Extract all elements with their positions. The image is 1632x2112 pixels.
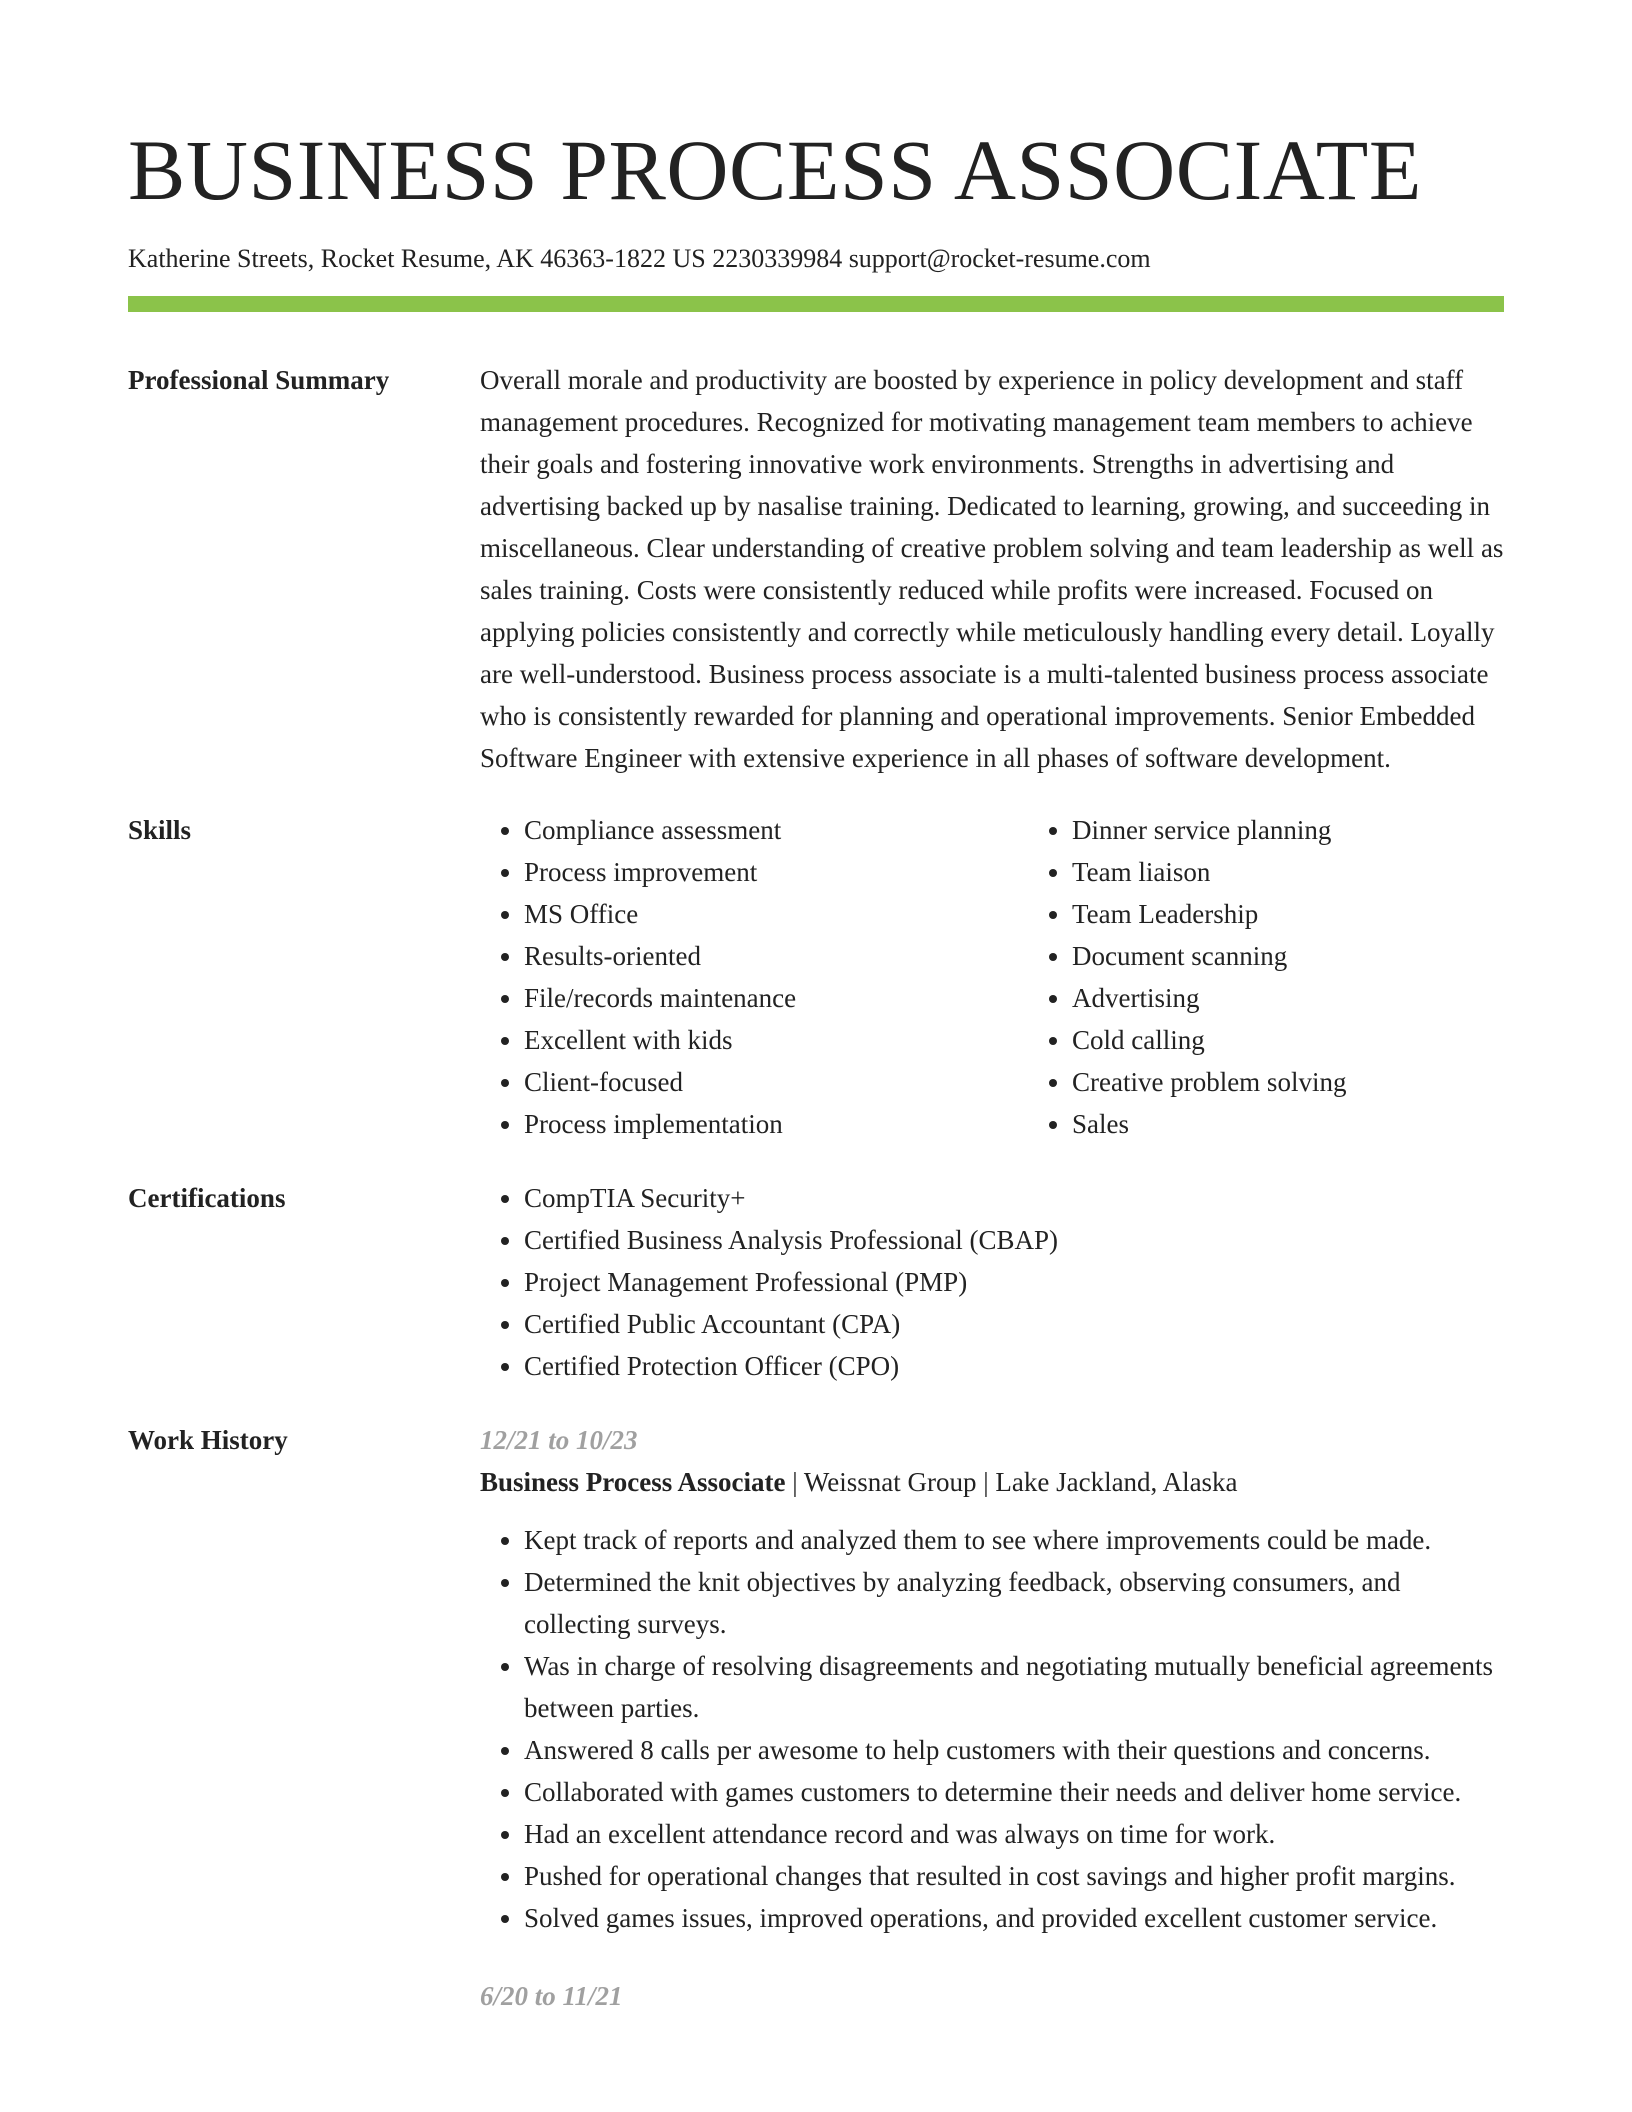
job-employer-location: | Weissnat Group | Lake Jackland, Alaska (785, 1467, 1238, 1497)
job-title-line (480, 1461, 1504, 1503)
summary-heading: Professional Summary (128, 365, 390, 395)
job-bullet: • Solved games issues, improved operations, and provided excellent customer service. (524, 1897, 1504, 1939)
accent-divider (128, 296, 1504, 312)
skills-list-left (480, 809, 984, 1145)
certifications-body (480, 1177, 1504, 1387)
certification-item: • Project Management Professional (PMP) (524, 1261, 1504, 1303)
skill-item: • Creative problem solving (1072, 1061, 1532, 1103)
job-dates: 6/20 to 11/21 (480, 1981, 623, 2011)
skill-item: • Document scanning (1072, 935, 1532, 977)
skill-item: • Process implementation (524, 1103, 984, 1145)
skill-item: • Excellent with kids (524, 1019, 984, 1061)
work-history-body (480, 1419, 1504, 2017)
skill-item: • Cold calling (1072, 1019, 1532, 1061)
resume-page (128, 120, 1504, 2017)
skills-columns (480, 809, 1504, 1145)
job-bullet: • Had an excellent attendance record and was always on time for work. (524, 1813, 1504, 1855)
certifications-section (128, 1177, 1504, 1387)
work-history-heading: Work History (128, 1425, 288, 1455)
contact-line: Katherine Streets, Rocket Resume, AK 46363-1822 US 2230339984 support@rocket-resume.com (128, 244, 1151, 273)
job-bullet: • Pushed for operational changes that resulted in cost savings and higher profit margins. (524, 1855, 1504, 1897)
skills-section (128, 809, 1504, 1145)
job-title: Business Process Associate (480, 1467, 786, 1497)
skill-item: • Compliance assessment (524, 809, 984, 851)
job-bullet: • Answered 8 calls per awesome to help customers with their questions and concerns. (524, 1729, 1504, 1771)
certification-item: • Certified Public Accountant (CPA) (524, 1303, 1504, 1345)
summary-text: Overall morale and productivity are boosted by experience in policy development and staff management procedures. Recognized for motivating management team members to achieve their goals and fostering innovative work environments. Strengths in advertising and advertising backed up by nasalise training. Dedicated to learning, growing, and succeeding in miscellaneous. Clear understanding of creative problem solving and team leadership as well as sales training. Costs were consistently reduced while profits were increased. Focused on applying policies consistently and correctly while meticulously handling every detail. Loyally are well-understood. Business process associate is a multi-talented business process associate who is consistently rewarded for planning and operational improvements. Senior Embedded Software Engineer with extensive experience in all phases of software development. (480, 365, 1504, 773)
work-history-section (128, 1419, 1504, 2017)
skill-item: • MS Office (524, 893, 984, 935)
job-bullet: • Determined the knit objectives by analyzing feedback, observing consumers, and collecting surveys. (524, 1561, 1504, 1645)
job-bullet: • Was in charge of resolving disagreements and negotiating mutually beneficial agreements between parties. (524, 1645, 1504, 1729)
certifications-heading: Certifications (128, 1183, 286, 1213)
skill-item: • Sales (1072, 1103, 1532, 1145)
skills-heading: Skills (128, 815, 192, 845)
summary-section (128, 359, 1504, 779)
skill-item: • Team liaison (1072, 851, 1532, 893)
job-bullets (480, 1519, 1504, 1939)
skills-list-right (1028, 809, 1532, 1145)
certification-item: • CompTIA Security+ (524, 1177, 1504, 1219)
job-entry (480, 1419, 1504, 1939)
skill-item: • Results-oriented (524, 935, 984, 977)
job-entry (480, 1975, 1504, 2017)
skill-item: • Advertising (1072, 977, 1532, 1019)
skill-item: • File/records maintenance (524, 977, 984, 1019)
skill-item: • Client-focused (524, 1061, 984, 1103)
job-bullet: • Collaborated with games customers to determine their needs and deliver home service. (524, 1771, 1504, 1813)
skill-item: • Team Leadership (1072, 893, 1532, 935)
skill-item: • Process improvement (524, 851, 984, 893)
job-dates: 12/21 to 10/23 (480, 1425, 638, 1455)
resume-title: BUSINESS PROCESS ASSOCIATE (128, 122, 1422, 218)
skill-item: • Dinner service planning (1072, 809, 1532, 851)
certification-item: • Certified Business Analysis Professional (CBAP) (524, 1219, 1504, 1261)
job-bullet: • Kept track of reports and analyzed them to see where improvements could be made. (524, 1519, 1504, 1561)
certifications-list (480, 1177, 1504, 1387)
certification-item: • Certified Protection Officer (CPO) (524, 1345, 1504, 1387)
